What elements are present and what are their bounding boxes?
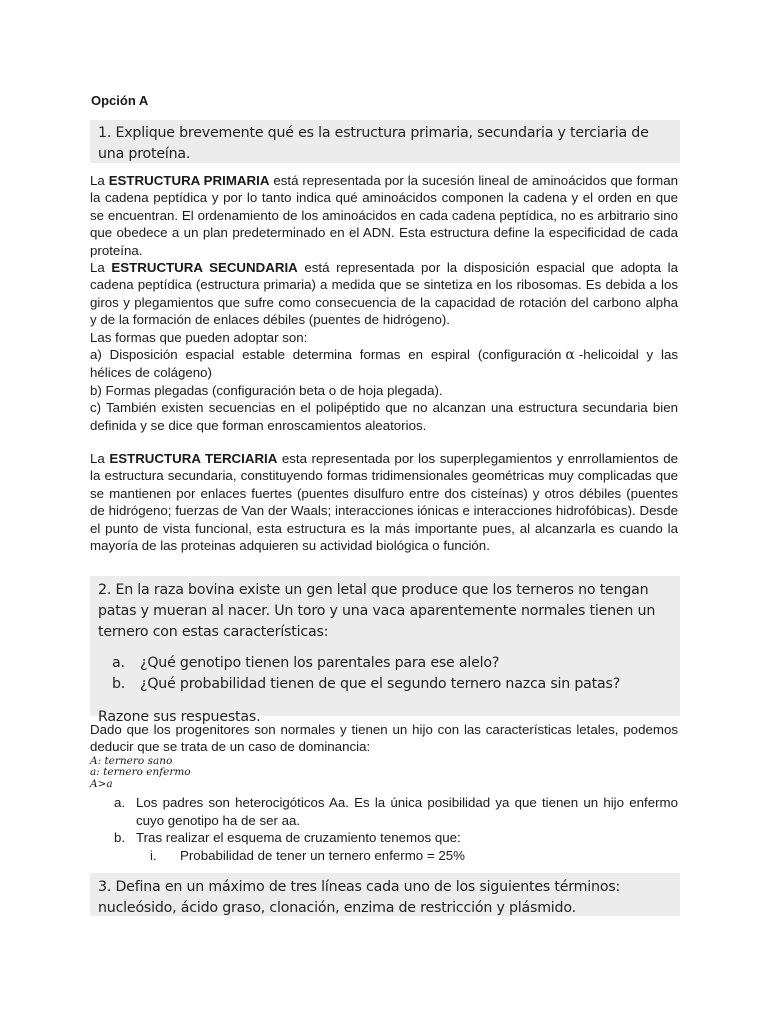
forma-a xyxy=(90,346,678,382)
answer-b-label: b. xyxy=(114,830,126,846)
answer-i-label: i. xyxy=(150,847,157,863)
answer-b-text: Tras realizar el esquema de cruzamiento tenemos que: xyxy=(136,830,461,846)
answer-i-text: Probabilidad de tener un ternero enfermo = 25% xyxy=(180,847,465,863)
answer-2-item-a xyxy=(90,794,678,829)
answer-a-text: Los padres son heterocigóticos Aa. Es la única posibilidad ya que tienen un hijo enfermo cuyo genotipo ha de ser aa. xyxy=(136,795,678,828)
answer-2-intro: Dado que los progenitores son normales y tienen un hijo con las características letales, podemos deducir que se trata de un caso de dominancia: xyxy=(90,722,678,755)
math-line-3: A>a xyxy=(90,777,113,790)
question-2-option-b xyxy=(112,674,672,695)
answer-a-label: a. xyxy=(114,795,126,811)
secundaria-term: ESTRUCTURA SECUNDARIA xyxy=(111,260,298,276)
forma-b: b) Formas plegadas (configuración beta o de hoja plegada). xyxy=(90,382,443,398)
secundaria-paragraph xyxy=(90,259,678,329)
answer-2-item-b xyxy=(90,829,678,846)
terciaria-term: ESTRUCTURA TERCIARIA xyxy=(109,451,278,466)
question-3-text: 3. Defina en un máximo de tres líneas cada uno de los siguientes términos: nucleósido, ácido graso, clonación, enzima de restricción y plásmido. xyxy=(98,879,621,916)
math-line-2: a: ternero enfermo xyxy=(90,766,191,779)
forma-c: c) También existen secuencias en el polipéptido que no alcanzan una estructura secundaria bien definida y se dice que forman enroscamientos aleatorios. xyxy=(90,400,678,433)
question-2-box xyxy=(90,576,680,725)
secundaria-lead: La xyxy=(90,260,112,276)
question-2-text: 2. En la raza bovina existe un gen letal que produce que los terneros no tengan patas y mueran al nacer. Un toro y una vaca aparentemente normales tienen un ternero con estas características: xyxy=(98,582,656,640)
forma-a-pre: a) Disposición espacial estable determina formas en espiral (configuración xyxy=(90,347,562,363)
primaria-term: ESTRUCTURA PRIMARIA xyxy=(108,173,270,188)
answer-2-list xyxy=(90,794,678,864)
primaria-text: está representada por la sucesión lineal de aminoácidos que forman la cadena peptídica y por lo tanto indica qué aminoácidos componen la cadena y el orden en que se encuentran. El ordenamiento de los aminoácidos en cada cadena peptídica, no es arbitrario sino que obedece a un plan predeterminado en el ADN. Esta estructura define la especificidad de cada proteína. xyxy=(90,173,678,258)
answer-2-block xyxy=(90,721,678,864)
option-a-label: a. xyxy=(112,655,125,671)
razone-text: Razone sus respuestas. xyxy=(98,709,261,725)
primaria-lead: La xyxy=(90,173,109,188)
option-b-text: ¿Qué probabilidad tienen de que el segundo ternero nazca sin patas? xyxy=(140,676,621,692)
terciaria-lead: La xyxy=(90,451,110,466)
terciaria-text: esta representada por los superplegamientos y enrrollamientos de la estructura secundaria, constituyendo formas tridimensionales geométricas muy complicadas que se mantienen por enlaces fuertes (puentes disulfuro entre dos cisteínas) y otros débiles (puentes de hidrógeno; fuerzas de Van der Waals; interacciones iónicas e interacciones hidrofóbicas). Desde el punto de vista funcional, esta estructura es la más importante pues, al alcanzarla es cuando la mayoría de las proteinas adquieren su actividad biológica o función. xyxy=(90,451,678,554)
terciaria-paragraph xyxy=(90,450,678,554)
terciaria-block xyxy=(90,450,678,554)
formas-intro: Las formas que pueden adoptar son: xyxy=(90,329,308,345)
question-2-option-a xyxy=(112,653,672,674)
question-3-box xyxy=(90,873,680,916)
question-1-text: 1. Explique brevemente qué es la estructura primaria, secundaria y terciaria de una proteína. xyxy=(98,125,649,162)
option-a-text: ¿Qué genotipo tienen los parentales para ese alelo? xyxy=(140,655,500,671)
forma-a-post: -helicoidal y las hélices de colágeno) xyxy=(90,347,679,381)
answer-2-item-i xyxy=(90,847,678,864)
question-1-box xyxy=(90,120,680,163)
question-2-options xyxy=(112,653,672,695)
primaria-paragraph xyxy=(90,172,678,259)
option-b-label: b. xyxy=(112,676,126,692)
section-heading: Opción A xyxy=(91,93,149,108)
alpha-symbol: α xyxy=(565,347,575,364)
secundaria-text: está representada por la disposición espacial que adopta la cadena peptídica (estructura primaria) a medida que se sintetiza en los ribosomas. Es debida a los giros y plegamientos que sufre como consecuencia de la capacidad de rotación del carbono alpha y de la formación de enlaces débiles (puentes de hidrógeno). xyxy=(90,260,678,328)
math-line-1: A: ternero sano xyxy=(90,754,173,767)
answer-1-block xyxy=(90,172,678,434)
